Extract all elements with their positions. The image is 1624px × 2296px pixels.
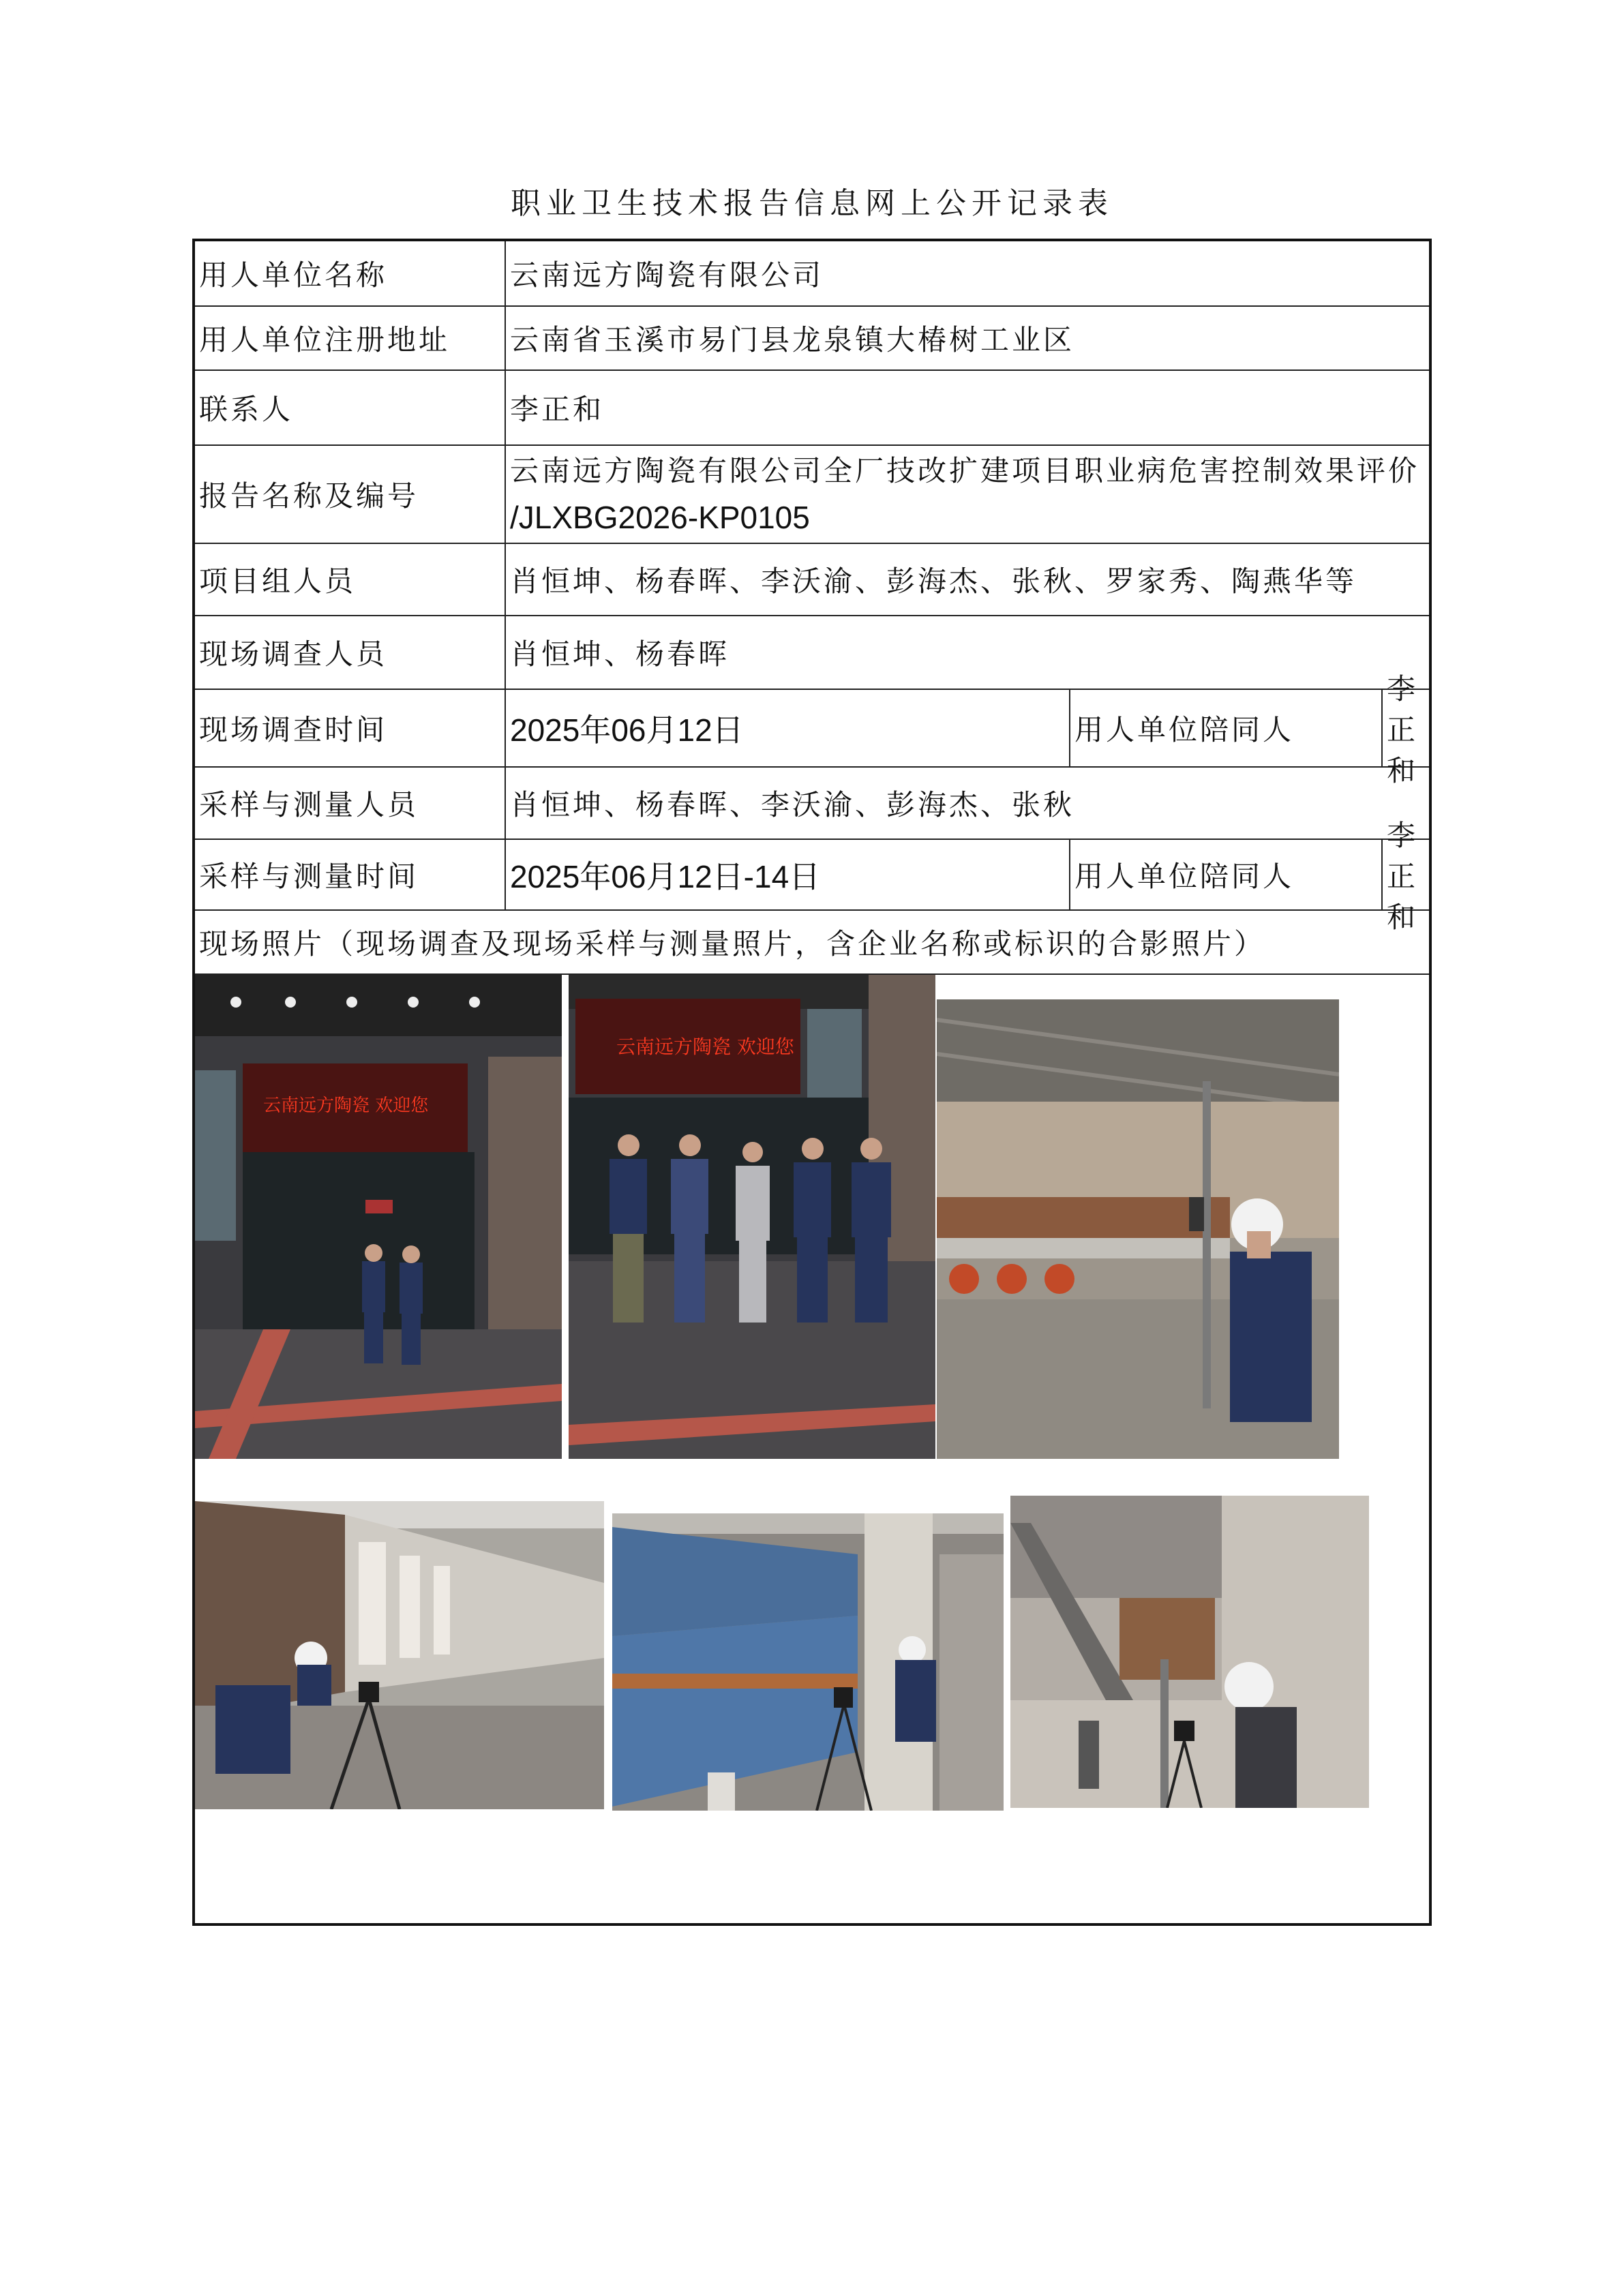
survey-staff-label: 现场调查人员 [195,616,506,689]
sampling-companion-label: 用人单位陪同人 [1070,840,1383,909]
survey-time-label: 现场调查时间 [195,690,506,766]
sampling-companion-value: 李正和 [1387,819,1419,934]
row-team [195,544,1429,616]
sampling-staff-label: 采样与测量人员 [195,768,506,839]
conveyor-sampling-photo [1010,1496,1369,1808]
row-contact [195,371,1429,446]
led-sign-1: 云南远方陶瓷 欢迎您 [263,1096,429,1116]
survey-staff-value: 肖恒坤、杨春晖 [510,637,730,671]
sampling-staff-value: 肖恒坤、杨春晖、李沃渝、彭海杰、张秋 [510,788,1075,821]
page-title: 职业卫生技术报告信息网上公开记录表 [511,186,1113,221]
company-value: 云南远方陶瓷有限公司 [510,258,824,292]
contact-label: 联系人 [195,371,506,444]
team-label: 项目组人员 [195,544,506,615]
photos-header-label: 现场照片（现场调查及现场采样与测量照片，含企业名称或标识的合影照片） [199,927,1266,961]
row-photos-header [195,911,1429,975]
report-label: 报告名称及编号 [195,446,506,543]
team-value: 肖恒坤、杨春晖、李沃渝、彭海杰、张秋、罗家秀、陶燕华等 [510,564,1357,598]
survey-companion-value: 李正和 [1387,672,1419,787]
report-number: /JLXBG2026-KP0105 [510,500,810,535]
report-value [506,446,1429,543]
row-sampling-time [195,819,1429,934]
survey-companion-label: 用人单位陪同人 [1070,690,1383,766]
report-name: 云南远方陶瓷有限公司全厂技改扩建项目职业病危害控制效果评价 [510,454,1420,487]
row-survey-time [195,672,1429,787]
address-value: 云南省玉溪市易门县龙泉镇大椿树工业区 [510,323,1075,357]
led-sign-2: 云南远方陶瓷 欢迎您 [616,1036,794,1058]
survey-time-value: 2025年06月12日 [506,690,1070,766]
record-table [192,239,1432,1926]
row-address [195,307,1429,371]
row-sampling-staff [195,768,1429,840]
company-label: 用人单位名称 [195,241,506,305]
roller-line-measurement-photo [937,999,1339,1459]
sampling-time-value: 2025年06月12日-14日 [506,840,1070,909]
row-report [195,446,1429,544]
row-survey-staff [195,616,1429,690]
entrance-group-photo-2 [569,975,935,1459]
address-label: 用人单位注册地址 [195,307,506,369]
contact-value: 李正和 [510,393,605,426]
sampling-time-label: 采样与测量时间 [195,840,506,909]
dryer-sampling-photo [612,1513,1004,1811]
kiln-sampling-photo [195,1501,604,1809]
row-company [195,241,1429,307]
entrance-group-photo-1 [195,975,562,1459]
